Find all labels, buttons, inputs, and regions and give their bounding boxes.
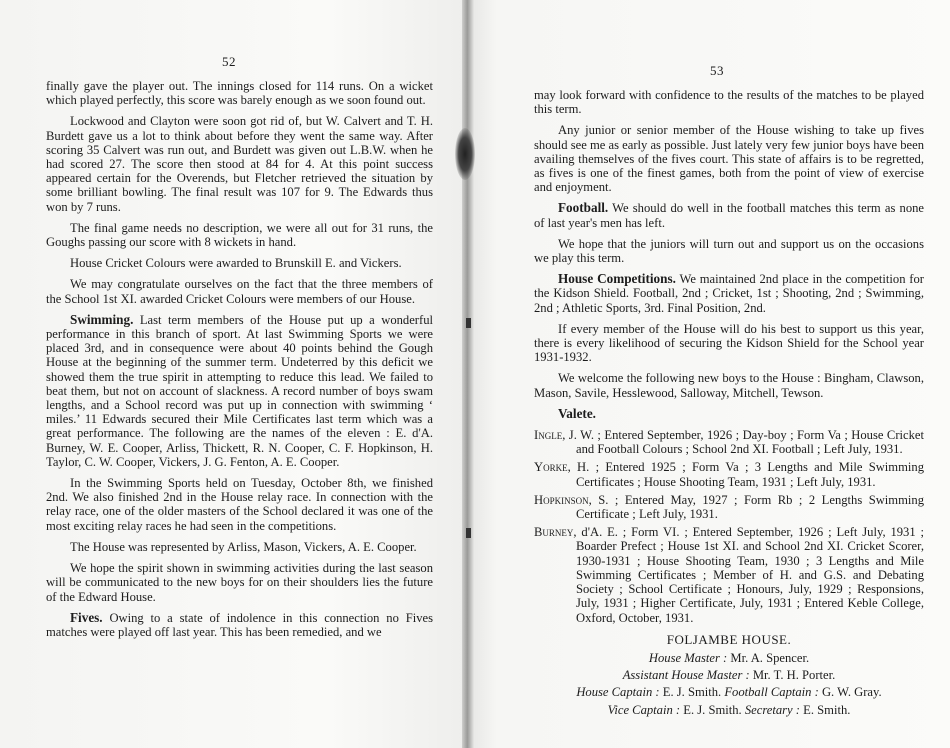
paragraph: The House was represented by Arliss, Mason, Vickers, A. E. Cooper. — [70, 539, 417, 554]
vice-captain-line — [534, 703, 924, 717]
paragraph: We hope the spirit shown in swimming activities during the last season will be communicated to the new boys for on their shoulders lies the future of the Edward House. — [46, 561, 433, 604]
role-holder: E. J. Smith. — [662, 685, 722, 700]
paragraph: We may congratulate ourselves on the fact that the three members of the School 1st XI. awarded Cricket Colours were members of our House. — [46, 277, 433, 306]
section-text: We maintained 2nd place in the competition for the Kidson Shield. Football, 2nd ; Cricket, 1st ; Shooting, 2nd ; Swimming, 2nd ; Athletic Sports, 3rd. Final Position, 2nd. — [534, 272, 924, 315]
paragraph: In the Swimming Sports held on Tuesday, October 8th, we finished 2nd. We also finished 2nd in the House relay race. In connection with the relay race, one of the older masters of the School declared it was one of the most exciting relay races he had seen in the competitions. — [46, 476, 433, 533]
entry-text: , d'A. E. ; Form VI. ; Entered September, 1926 ; Left July, 1931 ; Boarder Prefect ; House 1st XI. and School 2nd XI. Cricket Scorer, 1930-1931 ; House Shooting Team, 1930 ; 3 Lengths and Mile Swimming Certificates ; Member of H. and G.S. and Debating Society ; School Certificate ; Honours, July, 1929 ; Responsions, July, 1931 ; Higher Certificate, July, 1931 ; Entered Keble College, Oxford, October, 1931. — [573, 525, 924, 625]
role-label: Football Captain : — [724, 685, 819, 700]
fives-section — [46, 611, 433, 639]
valete-entry — [534, 428, 924, 456]
paragraph: Any junior or senior member of the House wishing to take up fives should see me as early as possible. Just lately very few junior boys have been availing themselves of the fives court. This state of affairs is to be regretted, as fives is one of the finest games, both from the point of view of exercise and enjoyment. — [534, 123, 924, 195]
valete-entry — [534, 460, 924, 488]
section-heading: House Competitions. — [558, 271, 676, 287]
paragraph: If every member of the House will do his best to support us this year, there is every likelihood of securing the Kidson Shield for the School year 1931-1932. — [534, 321, 924, 365]
captains-line — [534, 685, 924, 699]
left-page-body — [46, 79, 433, 646]
paragraph: Lockwood and Clayton were soon got rid of, but W. Calvert and T. H. Burdett gave us a lot to think about before they went the same way. After scoring 35 Calvert was run out, and Burdett was given out L.B.W. when he had scored 27. The score then stood at 84 for 4. At this point success appeared certain for the Overends, but Fletcher retrieved the situation by some brilliant bowling. The final result was 107 for 9. The Edwards thus won by 7 runs. — [46, 114, 433, 214]
foljambe-house-heading: FOLJAMBE HOUSE. — [666, 631, 792, 647]
section-heading: Fives. — [70, 609, 103, 625]
paragraph: We hope that the juniors will turn out and support us on the occasions we play this term. — [534, 236, 924, 266]
section-text: Owing to a state of indolence in this connection no Fives matches were played off last year. This has been remedied, and we — [46, 610, 433, 639]
role-holder: G. W. Gray. — [821, 685, 882, 700]
paragraph: We welcome the following new boys to the House : Bingham, Clawson, Mason, Savile, Hesslewood, Salloway, Mitchell, Tewson. — [534, 371, 924, 400]
page-number: 52 — [222, 54, 236, 69]
paragraph: The final game needs no description, we were all out for 31 runs, the Goughs passing our score with 8 wickets in hand. — [46, 220, 433, 250]
entry-text: , H. ; Entered 1925 ; Form Va ; 3 Lengths and Mile Swimming Certificates ; House Shooting Team, 1931 ; Left July, 1931. — [567, 460, 924, 489]
entry-name: Burney — [534, 525, 574, 540]
role-holder: Mr. A. Spencer. — [730, 650, 810, 665]
entry-name: Yorke — [534, 460, 568, 475]
valete-entry — [534, 493, 924, 521]
section-text: Last term members of the House put up a wonderful performance in this branch of sport. At last Swimming Sports we were placed 3rd, and in consequence were about 40 points behind the Gough House at the beginning of the summer term. Undeterred by this deficit we showed them the true spirit in attempting to reduce this lead. We failed to beat them, but not on account of slackness. A record number of boys swam lengths, and a School record was put up in connection with swimming ‘ miles.’ 11 Edwards secured their Mile Certificates last term which was a great performance. The following are the names of the eleven : E. d'A. Burney, W. E. Cooper, Arliss, Thickett, R. N. Cooper, C. F. Hopkinson, H. Taylor, C. W. Cooper, Vickers, J. G. Fenton, A. E. Cooper. — [46, 312, 433, 469]
valete-entry — [534, 525, 924, 624]
role-label: Vice Captain : — [607, 702, 681, 717]
right-page — [468, 0, 950, 748]
right-page-body — [534, 88, 924, 720]
role-label: Assistant House Master : — [622, 668, 750, 683]
valete-heading-line — [534, 407, 924, 421]
swimming-section — [46, 313, 433, 469]
entry-text: , S. ; Entered May, 1927 ; Form Rb ; 2 Lengths Swimming Certificate ; Left July, 1931. — [576, 492, 924, 522]
page-number: 53 — [710, 63, 724, 78]
section-heading: Valete. — [558, 405, 596, 421]
entry-text: , J. W. ; Entered September, 1926 ; Day-boy ; Form Va ; House Cricket and Football Colours ; School 2nd XI. Football ; Left July, 1931. — [562, 428, 924, 457]
entry-name: Ingle — [534, 428, 563, 443]
house-competitions-section — [534, 272, 924, 315]
left-page — [0, 0, 468, 748]
section-heading: Swimming. — [70, 311, 134, 327]
assistant-master-line — [534, 668, 924, 682]
role-holder: E. Smith. — [803, 702, 851, 717]
binding-mark — [466, 318, 471, 328]
book-gutter — [462, 0, 474, 748]
paragraph: House Cricket Colours were awarded to Brunskill E. and Vickers. — [70, 256, 402, 271]
house-master-line — [534, 651, 924, 665]
binding-mark — [466, 528, 471, 538]
ink-blot — [455, 128, 475, 180]
role-label: House Master : — [648, 650, 728, 665]
section-heading: Football. — [558, 200, 609, 216]
role-holder: E. J. Smith. — [683, 702, 742, 717]
paragraph: finally gave the player out. The innings closed for 114 runs. On a wicket which played perfectly, this score was barely enough as we soon found out. — [46, 79, 433, 108]
entry-name: Hopkinson — [534, 492, 589, 507]
role-label: House Captain : — [576, 685, 660, 700]
role-holder: Mr. T. H. Porter. — [752, 668, 836, 683]
section-text: We should do well in the football matches this term as none of last year's men has left. — [534, 201, 925, 230]
football-section — [534, 201, 924, 229]
role-label: Secretary : — [744, 702, 800, 717]
paragraph: may look forward with confidence to the results of the matches to be played this term. — [534, 88, 924, 117]
